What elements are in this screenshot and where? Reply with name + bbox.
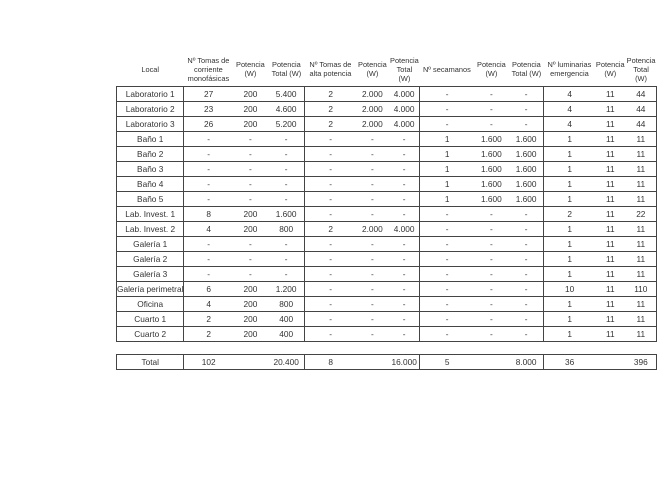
header-local: Local: [141, 64, 160, 74]
cell-local: Cuarto 2: [117, 327, 184, 342]
cell-tomas-mono: 26: [184, 117, 233, 132]
table-row: [117, 297, 657, 312]
cell-secamanos: -: [420, 297, 474, 312]
header-secamanos: Nº secamanos: [422, 64, 471, 74]
cell-tomas-mono: -: [184, 237, 233, 252]
cell-pot-lum: 11: [595, 177, 626, 192]
total-pot-alta: [356, 355, 389, 370]
cell-pot-total-alta: -: [389, 132, 420, 147]
cell-pot-total-alta: -: [389, 162, 420, 177]
cell-secamanos: -: [420, 87, 474, 102]
cell-tomas-mono: 27: [184, 87, 233, 102]
cell-pot-total-sec: -: [509, 102, 544, 117]
table-row: [117, 252, 657, 267]
header-pot-total-lum: Potencia Total (W): [626, 55, 656, 83]
table-row: [117, 207, 657, 222]
cell-pot-sec: -: [474, 87, 509, 102]
cell-pot-total-lum: 11: [626, 327, 657, 342]
cell-pot-total-sec: 1.600: [509, 192, 544, 207]
cell-tomas-mono: -: [184, 177, 233, 192]
cell-local: Cuarto 1: [117, 312, 184, 327]
cell-pot-alta: -: [356, 327, 389, 342]
cell-tomas-mono: 23: [184, 102, 233, 117]
cell-pot-total-alta: -: [389, 267, 420, 282]
cell-tomas-alta: -: [305, 297, 356, 312]
table-row: [117, 117, 657, 132]
cell-tomas-mono: 8: [184, 207, 233, 222]
cell-secamanos: -: [420, 237, 474, 252]
cell-pot-mono: 200: [233, 282, 268, 297]
cell-pot-total-lum: 44: [626, 117, 657, 132]
cell-pot-total-lum: 11: [626, 162, 657, 177]
cell-pot-mono: 200: [233, 297, 268, 312]
cell-pot-total-sec: -: [509, 282, 544, 297]
total-secamanos: 5: [420, 355, 474, 370]
cell-pot-total-mono: 5.200: [268, 117, 305, 132]
cell-local: Baño 3: [117, 162, 184, 177]
cell-pot-sec: -: [474, 267, 509, 282]
cell-tomas-mono: -: [184, 267, 233, 282]
cell-pot-total-lum: 11: [626, 132, 657, 147]
cell-pot-total-mono: 4.600: [268, 102, 305, 117]
cell-tomas-alta: -: [305, 132, 356, 147]
total-pot-total-alta: 16.000: [389, 355, 420, 370]
cell-pot-total-lum: 44: [626, 87, 657, 102]
cell-secamanos: -: [420, 117, 474, 132]
cell-tomas-alta: -: [305, 267, 356, 282]
cell-pot-sec: -: [474, 222, 509, 237]
cell-pot-lum: 11: [595, 297, 626, 312]
cell-pot-total-lum: 11: [626, 312, 657, 327]
cell-pot-total-mono: -: [268, 147, 305, 162]
cell-tomas-mono: -: [184, 192, 233, 207]
header-pot-total-mono: Potencia Total (W): [271, 60, 302, 78]
cell-pot-alta: -: [356, 147, 389, 162]
cell-pot-sec: 1.600: [474, 162, 509, 177]
cell-local: Galería 3: [117, 267, 184, 282]
cell-pot-sec: -: [474, 327, 509, 342]
header-pot-total-alta: Potencia Total (W): [390, 55, 419, 83]
cell-pot-total-lum: 110: [626, 282, 657, 297]
cell-luminarias: 1: [544, 162, 595, 177]
cell-pot-lum: 11: [595, 267, 626, 282]
cell-pot-sec: 1.600: [474, 147, 509, 162]
cell-pot-total-lum: 11: [626, 222, 657, 237]
cell-pot-total-mono: 800: [268, 297, 305, 312]
cell-pot-mono: -: [233, 162, 268, 177]
cell-pot-alta: -: [356, 312, 389, 327]
cell-pot-total-alta: 4.000: [389, 117, 420, 132]
header-pot-sec: Potencia (W): [477, 60, 506, 78]
cell-tomas-alta: -: [305, 327, 356, 342]
cell-pot-total-alta: -: [389, 327, 420, 342]
cell-secamanos: 1: [420, 177, 474, 192]
cell-pot-alta: -: [356, 207, 389, 222]
header-pot-mono: Potencia (W): [236, 60, 265, 78]
cell-tomas-alta: -: [305, 252, 356, 267]
cell-pot-sec: -: [474, 117, 509, 132]
cell-tomas-mono: 2: [184, 327, 233, 342]
cell-tomas-mono: 6: [184, 282, 233, 297]
cell-luminarias: 1: [544, 177, 595, 192]
cell-tomas-mono: 4: [184, 222, 233, 237]
cell-pot-alta: 2.000: [356, 87, 389, 102]
cell-secamanos: -: [420, 252, 474, 267]
cell-pot-total-sec: -: [509, 327, 544, 342]
header-tomas-mono: Nº Tomas de corriente monofásicas: [187, 55, 230, 83]
cell-pot-lum: 11: [595, 237, 626, 252]
cell-pot-mono: 200: [233, 87, 268, 102]
cell-secamanos: -: [420, 267, 474, 282]
cell-pot-total-lum: 11: [626, 147, 657, 162]
cell-pot-total-sec: -: [509, 117, 544, 132]
cell-local: Laboratorio 2: [117, 102, 184, 117]
header-luminarias: Nº luminarias emergencia: [547, 60, 592, 78]
cell-tomas-alta: 2: [305, 87, 356, 102]
cell-pot-total-sec: 1.600: [509, 177, 544, 192]
cell-local: Lab. Invest. 2: [117, 222, 184, 237]
cell-pot-total-mono: 5.400: [268, 87, 305, 102]
cell-secamanos: -: [420, 312, 474, 327]
cell-pot-lum: 11: [595, 147, 626, 162]
cell-pot-alta: -: [356, 267, 389, 282]
cell-pot-lum: 11: [595, 312, 626, 327]
cell-tomas-alta: -: [305, 162, 356, 177]
total-pot-mono: [233, 355, 268, 370]
cell-luminarias: 1: [544, 327, 595, 342]
cell-pot-alta: -: [356, 177, 389, 192]
table-row: [117, 327, 657, 342]
cell-secamanos: -: [420, 327, 474, 342]
total-tomas-alta: 8: [305, 355, 356, 370]
cell-pot-alta: -: [356, 162, 389, 177]
cell-pot-total-sec: -: [509, 267, 544, 282]
cell-pot-total-lum: 44: [626, 102, 657, 117]
cell-pot-mono: -: [233, 192, 268, 207]
cell-luminarias: 1: [544, 192, 595, 207]
cell-pot-total-lum: 11: [626, 297, 657, 312]
cell-pot-total-alta: -: [389, 282, 420, 297]
total-pot-sec: [474, 355, 509, 370]
cell-luminarias: 1: [544, 297, 595, 312]
table-row: [117, 132, 657, 147]
cell-pot-alta: -: [356, 192, 389, 207]
cell-pot-total-mono: -: [268, 267, 305, 282]
cell-pot-total-sec: 1.600: [509, 132, 544, 147]
cell-pot-total-mono: -: [268, 162, 305, 177]
cell-luminarias: 10: [544, 282, 595, 297]
cell-pot-total-sec: -: [509, 252, 544, 267]
cell-local: Oficina: [117, 297, 184, 312]
table-row: [117, 87, 657, 102]
total-label: Total: [117, 355, 184, 370]
cell-pot-total-lum: 11: [626, 177, 657, 192]
table-row: [117, 177, 657, 192]
cell-tomas-alta: -: [305, 192, 356, 207]
cell-pot-lum: 11: [595, 162, 626, 177]
cell-tomas-alta: -: [305, 177, 356, 192]
cell-pot-lum: 11: [595, 192, 626, 207]
cell-pot-mono: -: [233, 147, 268, 162]
cell-tomas-alta: 2: [305, 222, 356, 237]
cell-pot-lum: 11: [595, 282, 626, 297]
cell-pot-total-alta: -: [389, 207, 420, 222]
cell-tomas-mono: 4: [184, 297, 233, 312]
cell-luminarias: 1: [544, 312, 595, 327]
cell-luminarias: 1: [544, 147, 595, 162]
table-row: [117, 267, 657, 282]
table-row: [117, 147, 657, 162]
cell-pot-total-lum: 11: [626, 192, 657, 207]
cell-tomas-alta: 2: [305, 102, 356, 117]
cell-pot-sec: -: [474, 102, 509, 117]
cell-pot-sec: -: [474, 252, 509, 267]
cell-pot-total-lum: 11: [626, 267, 657, 282]
cell-pot-sec: -: [474, 282, 509, 297]
cell-pot-mono: 200: [233, 102, 268, 117]
total-tomas-mono: 102: [184, 355, 233, 370]
cell-tomas-alta: -: [305, 312, 356, 327]
table-row: [117, 237, 657, 252]
cell-pot-total-alta: -: [389, 252, 420, 267]
cell-pot-total-alta: 4.000: [389, 102, 420, 117]
cell-luminarias: 1: [544, 222, 595, 237]
cell-pot-sec: -: [474, 312, 509, 327]
power-table-document: [116, 52, 657, 370]
total-pot-total-lum: 396: [626, 355, 657, 370]
cell-pot-total-sec: -: [509, 312, 544, 327]
cell-local: Galería perimetral: [117, 282, 184, 297]
cell-pot-mono: -: [233, 252, 268, 267]
cell-pot-mono: 200: [233, 117, 268, 132]
cell-tomas-alta: -: [305, 282, 356, 297]
cell-pot-alta: 2.000: [356, 222, 389, 237]
cell-pot-mono: 200: [233, 222, 268, 237]
cell-pot-total-mono: 400: [268, 327, 305, 342]
cell-local: Galería 2: [117, 252, 184, 267]
table-row: [117, 192, 657, 207]
cell-local: Laboratorio 3: [117, 117, 184, 132]
cell-pot-total-alta: -: [389, 312, 420, 327]
cell-pot-sec: 1.600: [474, 192, 509, 207]
cell-secamanos: 1: [420, 192, 474, 207]
header-row: [117, 52, 657, 87]
header-tomas-alta: Nº Tomas de alta potencia: [309, 60, 352, 78]
cell-tomas-alta: -: [305, 207, 356, 222]
cell-pot-mono: -: [233, 177, 268, 192]
total-luminarias: 36: [544, 355, 595, 370]
cell-pot-alta: 2.000: [356, 117, 389, 132]
cell-pot-total-alta: -: [389, 237, 420, 252]
cell-pot-total-sec: -: [509, 207, 544, 222]
cell-luminarias: 4: [544, 117, 595, 132]
cell-pot-total-mono: 1.200: [268, 282, 305, 297]
cell-luminarias: 1: [544, 267, 595, 282]
cell-pot-lum: 11: [595, 132, 626, 147]
cell-pot-total-alta: 4.000: [389, 222, 420, 237]
total-pot-lum: [595, 355, 626, 370]
cell-pot-total-mono: -: [268, 237, 305, 252]
cell-pot-lum: 11: [595, 102, 626, 117]
cell-pot-sec: 1.600: [474, 132, 509, 147]
cell-pot-total-alta: -: [389, 297, 420, 312]
cell-tomas-alta: -: [305, 147, 356, 162]
cell-local: Baño 4: [117, 177, 184, 192]
cell-pot-lum: 11: [595, 327, 626, 342]
cell-luminarias: 2: [544, 207, 595, 222]
table-row: [117, 312, 657, 327]
total-row: [117, 355, 657, 370]
cell-local: Baño 5: [117, 192, 184, 207]
cell-pot-total-mono: 800: [268, 222, 305, 237]
cell-local: Laboratorio 1: [117, 87, 184, 102]
cell-luminarias: 4: [544, 87, 595, 102]
cell-local: Galería 1: [117, 237, 184, 252]
cell-tomas-mono: 2: [184, 312, 233, 327]
cell-pot-total-alta: -: [389, 192, 420, 207]
cell-luminarias: 4: [544, 102, 595, 117]
cell-luminarias: 1: [544, 132, 595, 147]
cell-pot-total-lum: 11: [626, 252, 657, 267]
power-table: [116, 52, 657, 370]
cell-tomas-mono: -: [184, 162, 233, 177]
table-row: [117, 102, 657, 117]
cell-tomas-mono: -: [184, 147, 233, 162]
cell-secamanos: -: [420, 222, 474, 237]
cell-pot-total-alta: -: [389, 147, 420, 162]
table-body: [117, 87, 657, 342]
table-row: [117, 222, 657, 237]
cell-pot-lum: 11: [595, 222, 626, 237]
cell-pot-sec: 1.600: [474, 177, 509, 192]
cell-pot-total-mono: -: [268, 132, 305, 147]
cell-pot-mono: -: [233, 132, 268, 147]
cell-pot-mono: -: [233, 267, 268, 282]
total-pot-total-sec: 8.000: [509, 355, 544, 370]
cell-local: Baño 1: [117, 132, 184, 147]
table-row: [117, 162, 657, 177]
cell-secamanos: -: [420, 282, 474, 297]
cell-pot-total-sec: -: [509, 222, 544, 237]
header-pot-lum: Potencia (W): [595, 60, 625, 78]
cell-pot-total-mono: 1.600: [268, 207, 305, 222]
cell-luminarias: 1: [544, 237, 595, 252]
cell-pot-total-sec: 1.600: [509, 147, 544, 162]
cell-luminarias: 1: [544, 252, 595, 267]
cell-pot-total-sec: -: [509, 297, 544, 312]
cell-pot-lum: 11: [595, 207, 626, 222]
cell-pot-total-mono: -: [268, 252, 305, 267]
cell-pot-total-alta: -: [389, 177, 420, 192]
cell-pot-total-sec: -: [509, 237, 544, 252]
cell-pot-sec: -: [474, 237, 509, 252]
cell-pot-lum: 11: [595, 117, 626, 132]
cell-pot-total-lum: 22: [626, 207, 657, 222]
cell-pot-alta: 2.000: [356, 102, 389, 117]
cell-pot-mono: -: [233, 237, 268, 252]
cell-pot-alta: -: [356, 132, 389, 147]
cell-secamanos: -: [420, 102, 474, 117]
cell-pot-total-mono: 400: [268, 312, 305, 327]
cell-secamanos: -: [420, 207, 474, 222]
header-pot-total-sec: Potencia Total (W): [511, 60, 542, 78]
cell-local: Lab. Invest. 1: [117, 207, 184, 222]
cell-local: Baño 2: [117, 147, 184, 162]
cell-pot-alta: -: [356, 252, 389, 267]
cell-secamanos: 1: [420, 162, 474, 177]
cell-secamanos: 1: [420, 147, 474, 162]
table-row: [117, 282, 657, 297]
cell-tomas-mono: -: [184, 132, 233, 147]
cell-pot-total-sec: -: [509, 87, 544, 102]
cell-pot-total-mono: -: [268, 192, 305, 207]
cell-tomas-mono: -: [184, 252, 233, 267]
cell-pot-mono: 200: [233, 327, 268, 342]
total-section: [117, 355, 657, 370]
header-pot-alta: Potencia (W): [358, 60, 387, 78]
cell-pot-total-lum: 11: [626, 237, 657, 252]
cell-pot-alta: -: [356, 237, 389, 252]
cell-tomas-alta: -: [305, 237, 356, 252]
cell-pot-alta: -: [356, 297, 389, 312]
cell-tomas-alta: 2: [305, 117, 356, 132]
cell-pot-mono: 200: [233, 207, 268, 222]
cell-pot-lum: 11: [595, 252, 626, 267]
total-pot-total-mono: 20.400: [268, 355, 305, 370]
cell-pot-total-mono: -: [268, 177, 305, 192]
cell-pot-alta: -: [356, 282, 389, 297]
cell-secamanos: 1: [420, 132, 474, 147]
cell-pot-total-sec: 1.600: [509, 162, 544, 177]
cell-pot-sec: -: [474, 297, 509, 312]
cell-pot-total-alta: 4.000: [389, 87, 420, 102]
cell-pot-sec: -: [474, 207, 509, 222]
cell-pot-mono: 200: [233, 312, 268, 327]
cell-pot-lum: 11: [595, 87, 626, 102]
